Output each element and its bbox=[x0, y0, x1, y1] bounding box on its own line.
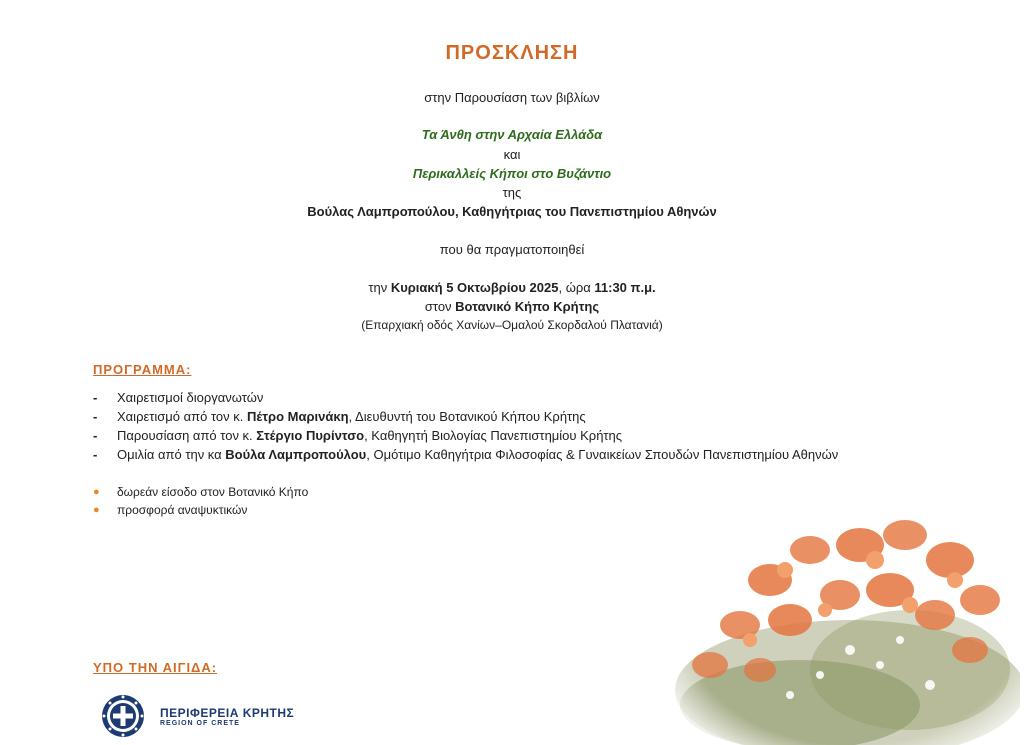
date-line bbox=[0, 280, 1024, 295]
event-date: Κυριακή 5 Οκτωβρίου 2025 bbox=[390, 280, 559, 295]
program-item-text: Παρουσίαση από τον κ. bbox=[117, 428, 257, 443]
venue-prefix: στον bbox=[424, 299, 456, 314]
program-item-text: Χαιρετισμό από τον κ. bbox=[117, 409, 247, 424]
program-list bbox=[93, 388, 838, 464]
program-item-text: Χαιρετισμοί διοργανωτών bbox=[117, 390, 264, 405]
program-item-name: Στέργιο Πυρίντσο bbox=[256, 428, 365, 443]
note-text: δωρεάν είσοδο στον Βοτανικό Κήπο bbox=[117, 485, 309, 499]
auspices-heading: ΥΠΟ ΤΗΝ ΑΙΓΙΔΑ: bbox=[93, 660, 218, 675]
dash-marker: - bbox=[93, 447, 98, 462]
region-emblem-icon bbox=[98, 693, 148, 739]
conjunction-text: και bbox=[503, 147, 521, 162]
logo-main-text: ΠΕΡΙΦΕΡΕΙΑ ΚΡΗΤΗΣ bbox=[160, 705, 295, 720]
logo-sub-text: REGION OF CRETE bbox=[160, 719, 240, 727]
event-time: 11:30 π.μ. bbox=[594, 280, 656, 295]
program-item bbox=[93, 426, 838, 445]
date-mid: , ώρα bbox=[558, 280, 595, 295]
note-item bbox=[93, 483, 308, 501]
program-item bbox=[93, 407, 838, 426]
bullet-icon: ● bbox=[93, 486, 100, 498]
flowers-illustration bbox=[650, 490, 1020, 745]
program-item-detail: , Ομότιμο Καθηγήτρια Φιλοσοφίας & Γυναικείων Σπουδών Πανεπιστημίου Αθηνών bbox=[366, 447, 839, 462]
venue-address: (Επαρχιακή οδός Χανίων–Ομαλού Σκορδαλού Πλατανιά) bbox=[361, 318, 663, 332]
intro-text: στην Παρουσίαση των βιβλίων bbox=[424, 90, 600, 105]
program-item-detail: , Καθηγητή Βιολογίας Πανεπιστημίου Κρήτης bbox=[364, 428, 623, 443]
program-item-text: Ομιλία από την κα bbox=[117, 447, 226, 462]
program-item bbox=[93, 388, 838, 407]
date-prefix: την bbox=[368, 280, 391, 295]
program-heading: ΠΡΟΓΡΑΜΜΑ: bbox=[93, 362, 192, 377]
region-logo bbox=[98, 693, 294, 739]
dash-marker: - bbox=[93, 390, 98, 405]
book-title-1: Τα Άνθη στην Αρχαία Ελλάδα bbox=[421, 127, 603, 142]
of-text: της bbox=[502, 185, 522, 200]
venue-name: Βοτανικό Κήπο Κρήτης bbox=[455, 299, 600, 314]
will-take-place-text: που θα πραγματοποιηθεί bbox=[439, 242, 585, 257]
program-item-detail: , Διευθυντή του Βοτανικού Κήπου Κρήτης bbox=[348, 409, 586, 424]
program-item-name: Πέτρο Μαρινάκη bbox=[247, 409, 349, 424]
book-title-2: Περικαλλείς Κήποι στο Βυζάντιο bbox=[412, 166, 612, 181]
program-item-name: Βούλα Λαμπροπούλου bbox=[225, 447, 367, 462]
dash-marker: - bbox=[93, 409, 98, 424]
venue-line bbox=[0, 299, 1024, 314]
bullet-icon: ● bbox=[93, 504, 100, 516]
notes-list bbox=[93, 483, 308, 519]
program-item bbox=[93, 445, 838, 464]
page-title: ΠΡΟΣΚΛΗΣΗ bbox=[445, 42, 579, 64]
note-item bbox=[93, 501, 308, 519]
dash-marker: - bbox=[93, 428, 98, 443]
author-line: Βούλας Λαμπροπούλου, Καθηγήτριας του Πανεπιστημίου Αθηνών bbox=[307, 204, 717, 219]
note-text: προσφορά αναψυκτικών bbox=[117, 503, 248, 517]
